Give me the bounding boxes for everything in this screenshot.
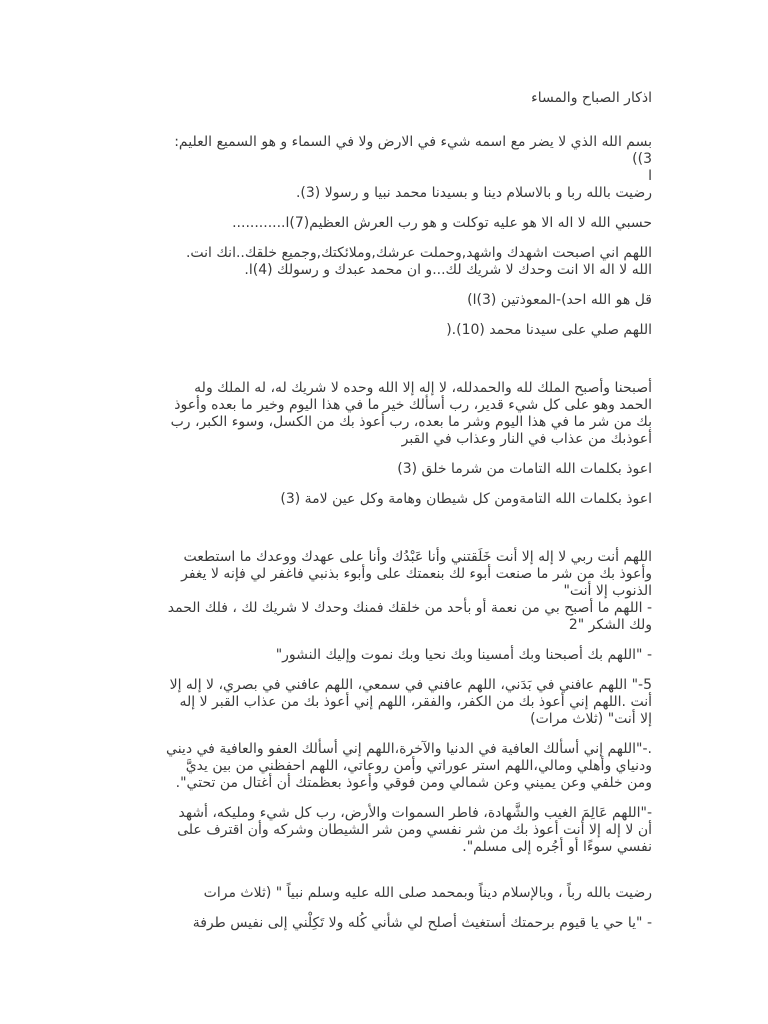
paragraph — [116, 491, 652, 508]
text-line: بك من شر ما في هذا اليوم وشر ما بعده، رب أعوذ بك من الكسل، وسوء الكبر، رب — [170, 414, 652, 430]
paragraph — [116, 322, 652, 339]
text-line: أصبحنا وأصبح الملك لله والحمدلله، لا إله إلا الله وحده لا شريك له، له الملك وله — [194, 380, 652, 396]
paragraph — [116, 549, 652, 634]
text-line: أنت .اللهم إني أعوذ بك من الكفر، والفقر، اللهم إني أعوذ بك من عذاب القبر لا إله — [179, 694, 652, 710]
text-line: قل هو الله احد)-المعوذتين (3)ا) — [467, 292, 652, 308]
text-line: رضيت بالله رباً ، وبالإسلام ديناً وبمحمد صلى الله عليه وسلم نبياً " (ثلاث مرات — [203, 885, 652, 901]
paragraph — [116, 461, 652, 478]
text-line: - "اللهم بك أصبحنا وبك أمسينا وبك نحيا وبك نموت وإليك النشور" — [275, 647, 652, 663]
paragraph — [116, 647, 652, 664]
text-line: 3)) — [632, 151, 652, 167]
text-line: اعوذ بكلمات الله التامةومن كل شيطان وهامة وكل عين لامة (3) — [280, 491, 652, 507]
document-body — [116, 90, 652, 945]
text-line: .-"اللهم إني أسألك العافية في الدنيا والآخرة،اللهم إني أسألك العفو والعافية في ديني — [166, 741, 652, 757]
text-line: -"اللهم عَالِمَ الغيب والشَّهادة، فاطر السموات والأرض، رب كل شيء ومليكه، أشهد — [178, 805, 652, 821]
document-title: اذكار الصباح والمساء — [531, 90, 652, 106]
paragraph — [116, 677, 652, 728]
text-line: ولك الشكر "2 — [568, 617, 652, 633]
text-line: أن لا إله إلا أنت أعوذ بك من شر نفسي ومن شر الشيطان وشركه وأن اقترف على — [177, 822, 652, 838]
text-line: الذنوب إلا أنت" — [563, 583, 652, 599]
text-line: نفسي سوءًا أو أجُره إلى مسلم". — [462, 839, 652, 855]
text-line: ومن خلفي وعن يميني وعن شمالي ومن فوقي وأعوذ بعظمتك أن أغتال من تحتي". — [175, 775, 652, 791]
text-line: وأعوذ بك من شر ما صنعت أبوء لك بنعمتك على وأبوء بذنبي فاغفر لي فإنه لا يغفر — [181, 566, 652, 582]
paragraph — [116, 885, 652, 902]
text-line: الحمد وهو على كل شيء قدير، رب أسألك خير ما في هذا اليوم وخير ما بعده وأعوذ — [174, 397, 652, 413]
text-line: اللهم أنت ربي لا إله إلا أنت خَلَقتني وأنا عَبْدُك وأنا على عهدك ووعدك ما استطعت — [183, 549, 652, 565]
text-line: إلا أنت" (ثلاث مرات) — [530, 711, 652, 727]
text-line: ا — [648, 168, 652, 184]
paragraph — [116, 380, 652, 448]
text-line: - اللهم ما أصبح بي من نعمة أو بأحد من خلقك فمنك وحدك لا شريك لك ، فلك الحمد — [167, 600, 652, 616]
text-line: الله لا اله الا انت وحدك لا شريك لك...و ان محمد عبدك و رسولك (4)ا. — [244, 262, 652, 278]
text-line: أعوذبك من عذاب في النار وعذاب في القبر — [401, 431, 652, 447]
blank-space — [116, 869, 652, 885]
text-line: رضيت بالله ربا و بالاسلام دينا و بسيدنا محمد نبيا و رسولا (3). — [295, 185, 652, 201]
paragraph — [116, 915, 652, 932]
paragraph — [116, 245, 652, 279]
text-line: حسبي الله لا اله الا هو عليه توكلت و هو رب العرش العظيم(7)ا............ — [232, 215, 652, 231]
paragraph — [116, 805, 652, 856]
text-line: اعوذ بكلمات الله التامات من شرما خلق (3) — [397, 461, 652, 477]
paragraph — [116, 215, 652, 232]
blank-space — [116, 521, 652, 549]
text-line: - "يا حي يا قيوم برحمتك أستغيث أصلح لي شأني كُله ولا تَكِلْني إلى نفيس طرفة — [192, 915, 652, 931]
paragraph — [116, 292, 652, 309]
paragraph — [116, 741, 652, 792]
text-line: اللهم اني اصبحت اشهدك واشهد,وحملت عرشك,وملائكتك,وجميع خلقك..انك انت. — [185, 245, 652, 261]
text-line: اللهم صلي على سيدنا محمد (10).( — [446, 322, 652, 338]
blank-space — [116, 352, 652, 380]
paragraph — [116, 134, 652, 202]
text-line: 5-" اللهم عافني في بَدَني، اللهم عافني في سمعي، اللهم عافني في بصري، لا إله إلا — [169, 677, 652, 693]
text-line: ودنياي وأهلي ومالي،اللهم استر عوراتي وأمن روعاتي، اللهم احفظني من بين يديَّ — [185, 758, 652, 774]
text-line: بسم الله الذي لا يضر مع اسمه شيء في الارض ولا في السماء و هو السميع العليم: — [174, 134, 652, 150]
